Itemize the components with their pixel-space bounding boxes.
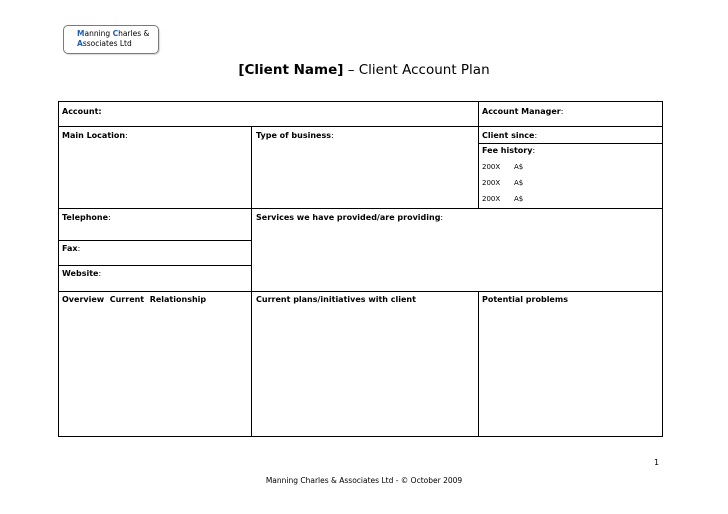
footer-text: Manning Charles & Associates Ltd - © October 2009: [265, 476, 463, 485]
account-label: Account:: [62, 107, 102, 116]
fee-history-label: Fee history:: [482, 146, 536, 155]
row-divider: [59, 240, 251, 241]
row-divider: [59, 126, 662, 127]
fee-row: 200X A$: [482, 163, 524, 171]
column-divider: [478, 291, 479, 436]
page-title: [0, 62, 728, 78]
company-logo: [63, 25, 159, 54]
client-since-label: Client since:: [482, 131, 538, 140]
account-plan-table: [58, 101, 663, 437]
title-rest: – Client Account Plan: [343, 62, 490, 78]
title-client-name: [Client Name]: [238, 62, 344, 78]
main-location-label: Main Location:: [62, 131, 128, 140]
fee-row: 200X A$: [482, 179, 524, 187]
overview-label: Overview Current Relationship: [62, 295, 207, 304]
row-divider: [59, 208, 662, 209]
type-of-business-label: Type of business:: [256, 131, 334, 140]
account-manager-label: Account Manager:: [482, 107, 564, 116]
website-label: Website:: [62, 269, 102, 278]
potential-problems-label: Potential problems: [482, 295, 568, 304]
page-number: 1: [654, 458, 660, 467]
logo-line-2: Associates Ltd: [77, 39, 132, 48]
services-label: Services we have provided/are providing:: [256, 213, 444, 222]
row-divider: [478, 143, 662, 144]
fee-row: 200X A$: [482, 195, 524, 203]
column-divider: [478, 102, 479, 208]
fax-label: Fax:: [62, 244, 81, 253]
current-plans-label: Current plans/initiatives with client: [256, 295, 416, 304]
telephone-label: Telephone:: [62, 213, 111, 222]
row-divider: [59, 291, 662, 292]
logo-line-1: Manning Charles &: [77, 29, 150, 38]
row-divider: [59, 265, 251, 266]
column-divider: [251, 126, 252, 436]
